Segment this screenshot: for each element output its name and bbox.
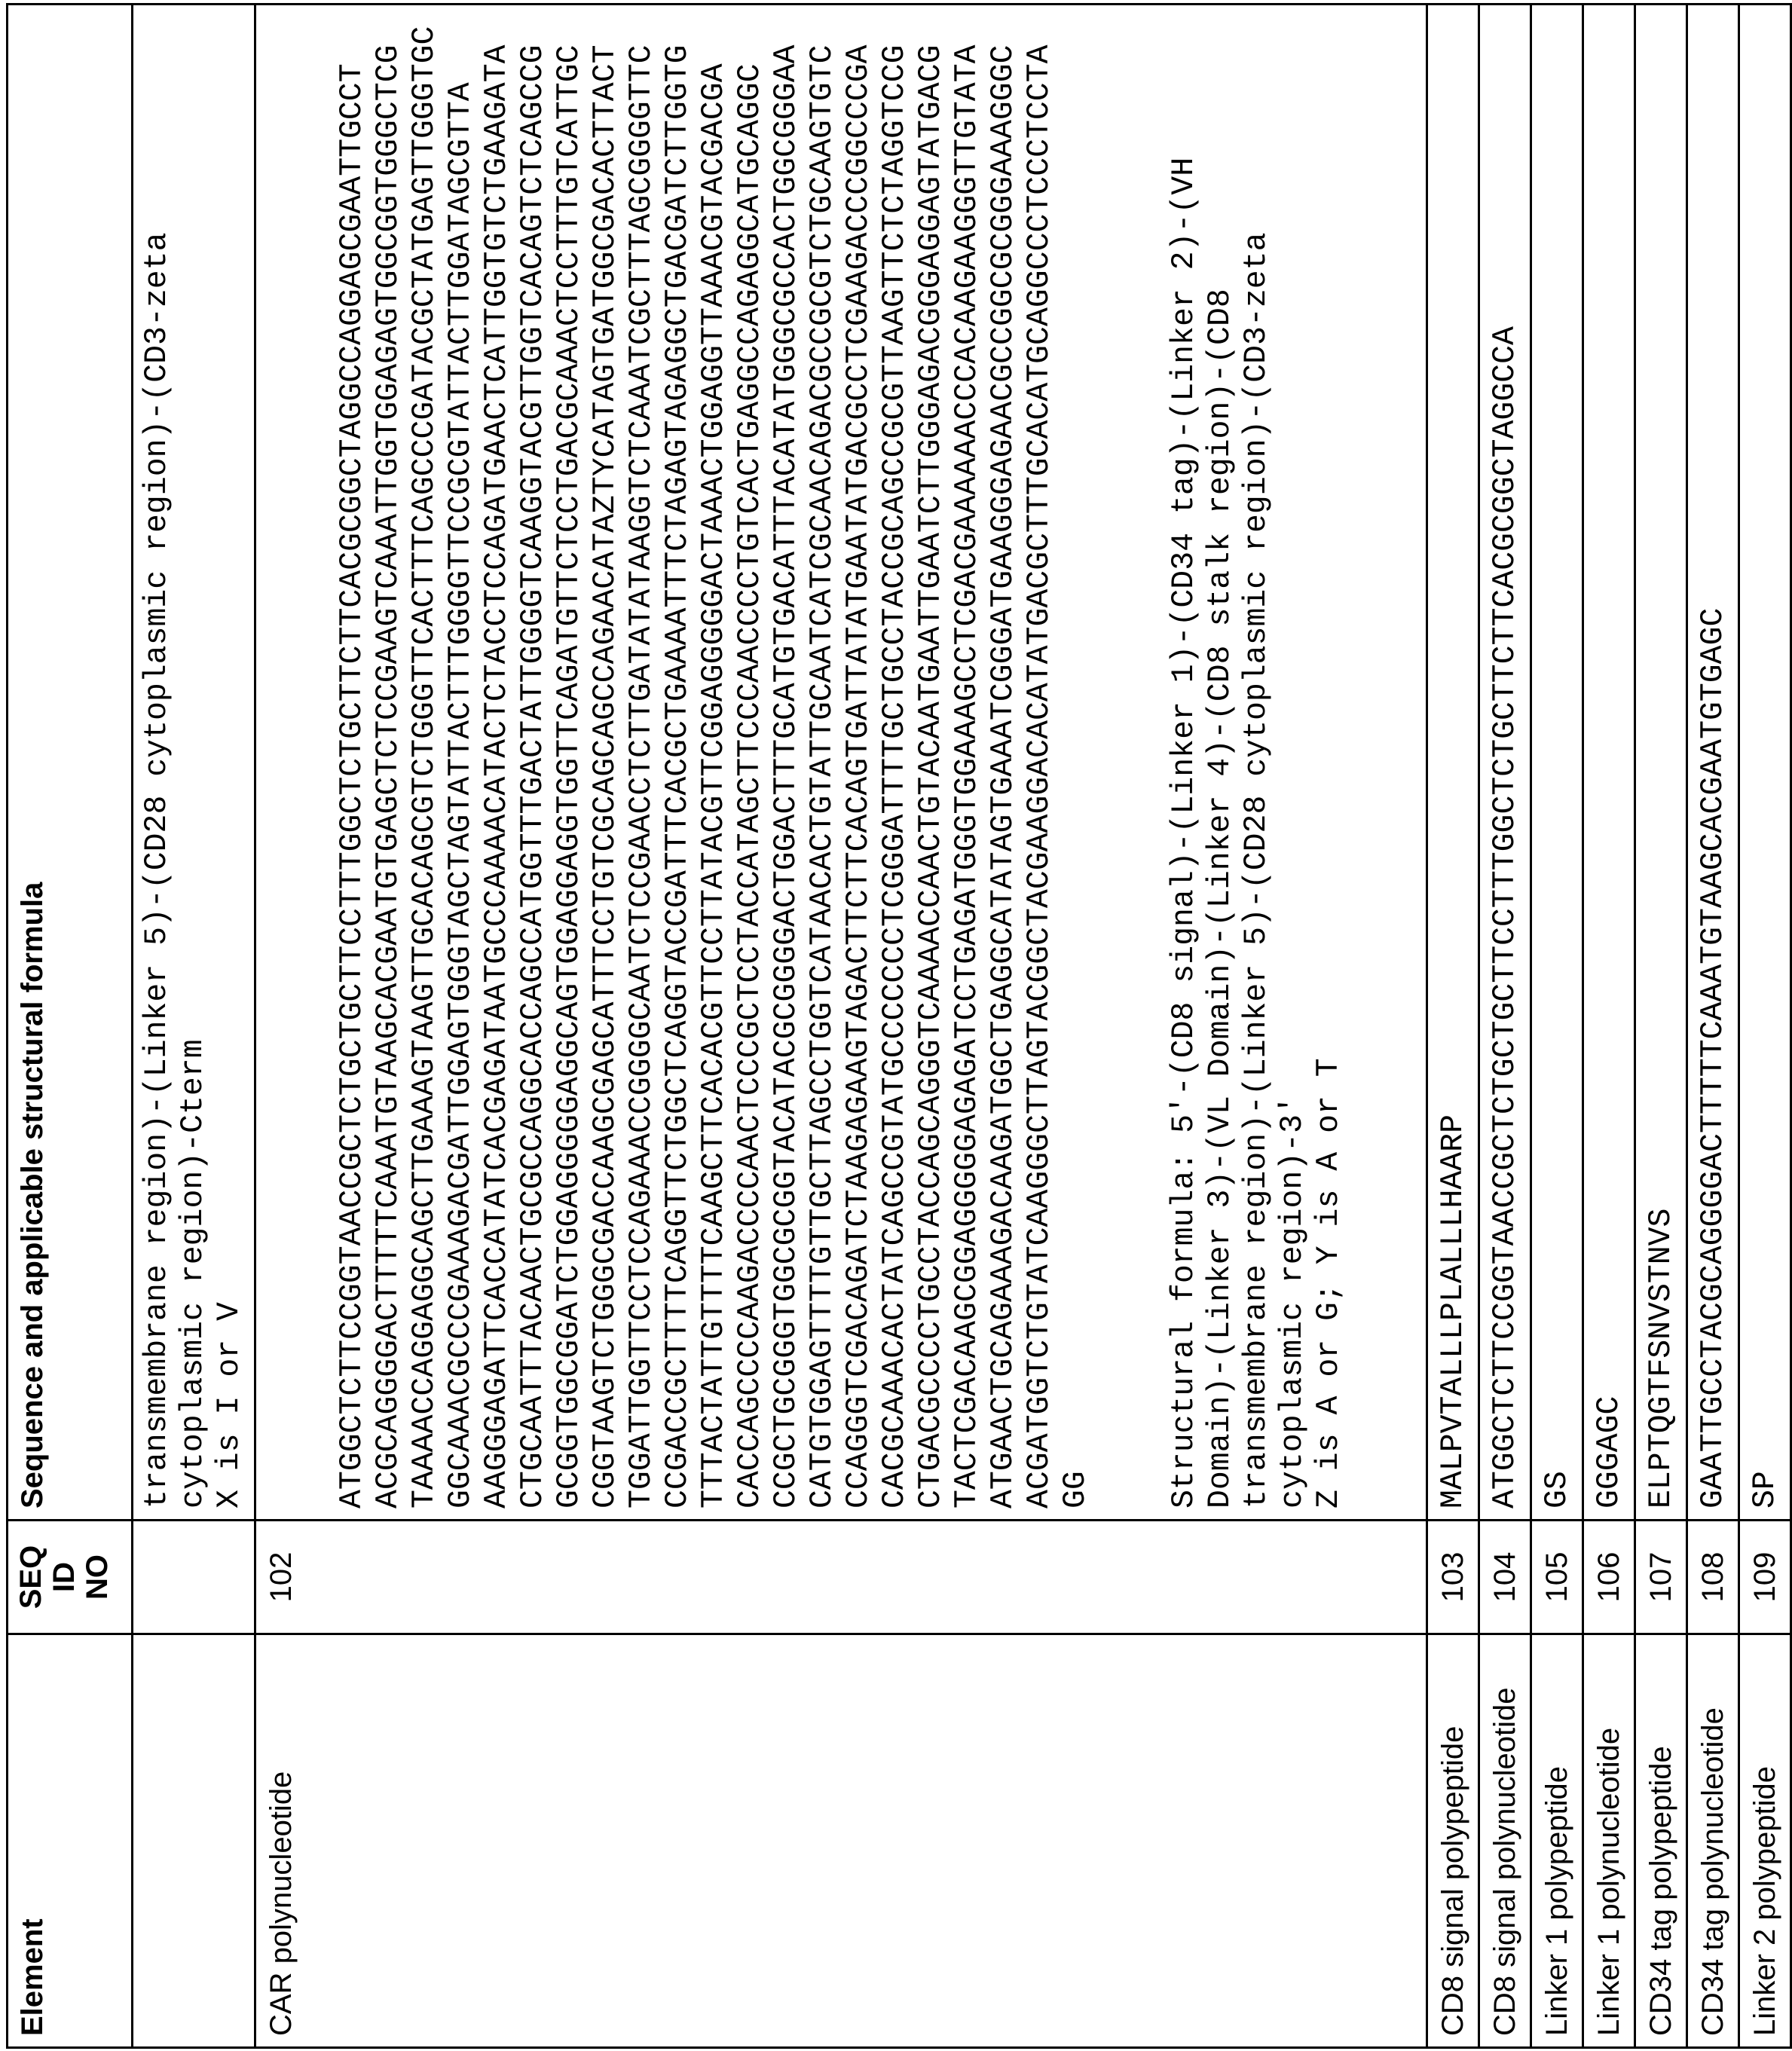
small-rows — [1427, 5, 1791, 2048]
element-cell: Linker 2 polypeptide — [1739, 1634, 1791, 2048]
sequence-cell: MALPVTALLLPLALLLHAARP — [1427, 5, 1479, 1521]
header-seq-id-line: ID — [47, 1524, 81, 1630]
formula-line: cytoplasmic region)-Cterm — [176, 16, 212, 1508]
table-row — [1635, 5, 1687, 2048]
sequence-line: CACCAGCCCCAAGACCCCAACTCCCGCTCCTACCATAGCTTCCCAACCCCTGTCACTGAGGCCAGAGGCATGCAGGC — [732, 16, 769, 1508]
element-cell: CAR polynucleotide — [255, 1634, 1427, 2048]
header-seq-id-line: SEQ — [14, 1524, 47, 1630]
element-cell: CD34 tag polynucleotide — [1687, 1634, 1739, 2048]
sequence-line: ACGCAGGGGACTTTTTCAAATGTAAGCACGAATGTGAGCTCTCCGAAGTCAAATTGGTGGAGAGTGGCGGTGGGCTCG — [371, 16, 407, 1508]
sequence-line: GG — [1058, 16, 1094, 1508]
sequence-line: CATGTGGAGTTTTGTTGCTTAGCCTGGTCATAACACTGTATTGCAATCATCGCAACAGACGCCGCGTCTGCAAGTGTC — [805, 16, 841, 1508]
formula-line: Domain)-(Linker 3)-(VL Domain)-(Linker 4)-(CD8 stalk region)-(CD8 — [1203, 16, 1239, 1508]
header-seq-id-line: NO — [81, 1524, 114, 1630]
element-cell — [133, 1634, 255, 2048]
table-row — [1479, 5, 1531, 2048]
continuation-lines — [139, 16, 248, 1508]
header-seq-id — [8, 1521, 133, 1634]
formula-line: Z is A or G; Y is A or T — [1311, 16, 1347, 1508]
seq-id-cell: 107 — [1635, 1521, 1687, 1634]
sequence-cell: ATGGCTCTTCCGGTAACCGCTCTGCTGCTTCCTTTGGCTCTGCTTCTTCACGCGGCTAGGCCA — [1479, 5, 1531, 1521]
sequence-line: GCGGTGGCGGATCTGGAGGGGGAGGCAGTGGAGGAGGTGGTTCAGATGTTCTCCTGACGCAAACTCCTTTGTCATTGC — [552, 16, 588, 1508]
seq-id-cell: 109 — [1739, 1521, 1791, 1634]
seq-id-cell: 102 — [255, 1521, 1427, 1634]
seq-id-cell: 106 — [1583, 1521, 1635, 1634]
table-row — [1583, 5, 1635, 2048]
sequence-cell: GAATTGCCTACGCAGGGGACTTTTTCAAATGTAAGCACGAATGTGAGC — [1687, 5, 1739, 1521]
sequence-line: CCGACCGCTTTTCAGGTTCTGGCTCAGGTACCGATTTCACGCTGAAAATTTCTAGAGTAGAGGCTGACGATCTTGGTG — [660, 16, 696, 1508]
sequence-line: TGGATTGGTTCCTCCAGAAACCGGGGCAATCTCCGAACCTCTTGATATATAAGGTCTCAAATCGCTTTAGCGGGGTTC — [624, 16, 660, 1508]
nucleotide-sequence — [335, 16, 1094, 1508]
rotated-page — [0, 0, 1561, 2051]
sequence-line: GGCAAACGCCCGAAAGACGATTGGAGTGGGTAGCTAGTATTACTTTGGGGTTCCGCGTATTACTTGGATAGCGTTA — [443, 16, 479, 1508]
formula-line: X is I or V — [212, 16, 248, 1508]
continuation-row — [133, 5, 255, 2048]
seq-id-cell: 108 — [1687, 1521, 1739, 1634]
element-cell: CD8 signal polypeptide — [1427, 1634, 1479, 2048]
sequence-line: ACGATGGTCTGTATCAAGGGCTTAGTACGGCTACGAAGGACACATATGACGCTTTGCACATGCAGGCCCTCCCTCCTA — [1022, 16, 1058, 1508]
sequence-cell: GGGAGC — [1583, 5, 1635, 1521]
sequence-line: CCGCTGCGGGTGGCGCGGTACATACGCGGGGACTGGACTTTGCATGTGACATTTACATATGGGCGCCACTGGCGGGAA — [769, 16, 805, 1508]
sequence-cell — [133, 5, 255, 1521]
sequence-line: ATGGCTCTTCCGGTAACCGCTCTGCTGCTTCCTTTGGCTCTGCTTCTTCACGCGGCTAGGCCAGGAGCGAATTGCCT — [335, 16, 371, 1508]
sequence-line: CACGCAAACACTATCAGCCGTATGCCCCCCCTCGGGATTTTGCTGCCTACCGCAGCCGCGTTAAGTTCTCTAGGTCCG — [877, 16, 913, 1508]
sequence-line: CCAGGGTCGACAGATCTAAGAGAAGTAGACTTCTTCACAGTGATTATATGAATATGACGCCTCGAAGACCCGGCCCGA — [841, 16, 877, 1508]
seq-id-cell: 104 — [1479, 1521, 1531, 1634]
header-sequence: Sequence and applicable structural formula — [8, 5, 133, 1521]
element-cell: Linker 1 polynucleotide — [1583, 1634, 1635, 2048]
element-cell: Linker 1 polypeptide — [1531, 1634, 1583, 2048]
seq-id-cell: 105 — [1531, 1521, 1583, 1634]
table-row-102 — [255, 5, 1427, 2048]
sequence-line: AAGGGAGATTCACCATATCACGAGATAATGCCCAAAACATACTCTACCTCCAGATGAACTCATTGGTGTCTGAAGATA — [479, 16, 515, 1508]
sequence-line: CGGTAAGTCTGGGCGACCAAGCGAGCATTTCCTGTCGCAGCAGCCAGAACATAZTYCATAGTGATGGCGACACTTACT — [588, 16, 624, 1508]
structural-formula — [1167, 16, 1347, 1508]
seq-id-cell — [133, 1521, 255, 1634]
element-cell: CD34 tag polypeptide — [1635, 1634, 1687, 2048]
sequence-table — [6, 3, 1792, 2049]
sequence-line: CTGACGCCCCTGCCTACCAGCAGGGTCAAAACCAACTGTACAATGAATTGAATCTTGGGAGACGGGAGGAGTATGACG — [913, 16, 950, 1508]
sequence-line: CTGCAATTTACAACTGCGCCAGGCACCAGCCATGGTTTGACTATTGGGGTCAAGGTACGTTGGTCACAGTCTCAGCCG — [515, 16, 552, 1508]
formula-line: transmembrane region)-(Linker 5)-(CD28 cytoplasmic region)-(CD3-zeta — [1239, 16, 1275, 1508]
formula-line: transmembrane region)-(Linker 5)-(CD28 cytoplasmic region)-(CD3-zeta — [139, 16, 176, 1508]
sequence-line: TTTACTATTGTTTTCAAGCTTCACACGTTCCTTATACGTTCGGAGGGGGACTAAACTGGAGGTTAAACGTACGACGA — [696, 16, 732, 1508]
sequence-cell: GS — [1531, 5, 1583, 1521]
formula-line: cytoplasmic region)-3' — [1275, 16, 1311, 1508]
table-row — [1427, 5, 1479, 2048]
header-element: Element — [8, 1634, 133, 2048]
sequence-line: ATGAACTGCAGAAAGACAAGATGGCTGAGGCATATAGTGAAATCGGGATGAAGGGAGAACGCCGGCGCGGGAAAGGGC — [986, 16, 1022, 1508]
seq-id-cell: 103 — [1427, 1521, 1479, 1634]
element-cell: CD8 signal polynucleotide — [1479, 1634, 1531, 2048]
header-row — [8, 5, 133, 2048]
sequence-cell: SP — [1739, 5, 1791, 1521]
sequence-cell: ELPTQGTFSNVSTNVS — [1635, 5, 1687, 1521]
formula-line: Structural formula: 5'-(CD8 signal)-(Linker 1)-(CD34 tag)-(Linker 2)-(VH — [1167, 16, 1203, 1508]
table-row — [1687, 5, 1739, 2048]
sequence-line: TACTCGACAAGCGGAGGGGGAGAGATCCTGAGATGGGTGGAAAGCCTCGACGAAAAAACCCACAAGAAGGGTTGTATA — [950, 16, 986, 1508]
table-row — [1739, 5, 1791, 2048]
table-row — [1531, 5, 1583, 2048]
sequence-cell — [255, 5, 1427, 1521]
sequence-line: TAAAACCAGGAGGCAGCTTGAAAGTAAGTTGCACAGCGTCTGGGTTCACTTTCAGCCCGATACGCTATGAGTTGGGTGC — [407, 16, 443, 1508]
